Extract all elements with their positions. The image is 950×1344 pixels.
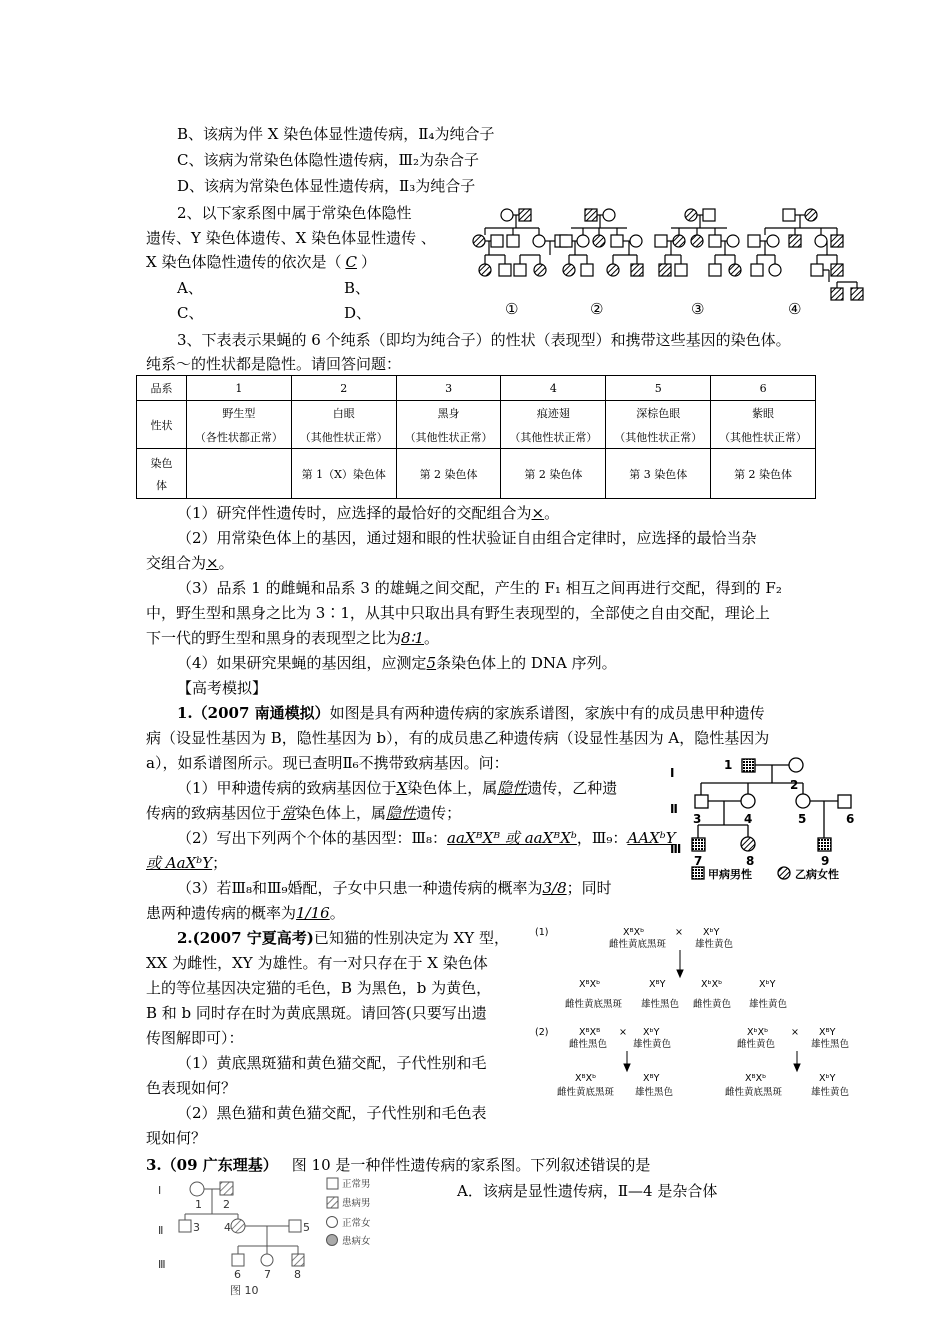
svg-text:6: 6 [846, 812, 855, 826]
section-title: 【高考模拟】 [177, 679, 268, 697]
svg-text:2: 2 [790, 778, 799, 792]
svg-text:×: × [619, 1027, 627, 1038]
svg-text:8: 8 [746, 854, 755, 868]
svg-text:XᴮXᴮ: XᴮXᴮ [579, 1027, 601, 1038]
svg-text:Ⅰ: Ⅰ [670, 766, 675, 780]
ped-label-2: ② [590, 300, 604, 318]
q2-answer: C [345, 253, 357, 271]
table-cell: 痕迹翅 （其他性状正常） [501, 401, 606, 449]
m2-line3: 上的等位基因决定猫的毛色，B 为黑色，b 为黄色， [146, 979, 492, 997]
svg-text:雌性黄底黑斑: 雌性黄底黑斑 [725, 1087, 783, 1098]
svg-text:4: 4 [744, 812, 753, 826]
svg-text:2: 2 [223, 1198, 230, 1211]
m2-genetic-diagram [535, 925, 865, 1105]
table-cell: 2 [291, 376, 396, 401]
table-cell: 第 2 染色体 [501, 449, 606, 499]
m1-a2: （2）写出下列两个个体的基因型：Ⅲ₈：aaXᴮXᴮ 或 aaXᴮXᵇ，Ⅲ₉：AAXᵇY [177, 829, 676, 847]
svg-text:(1): (1) [535, 927, 549, 938]
svg-text:XᵇY: XᵇY [703, 927, 720, 938]
svg-text:7: 7 [264, 1268, 271, 1281]
table-cell: 紫眼 （其他性状正常） [711, 401, 816, 449]
table-cell [187, 449, 292, 499]
m1-line1: 1.（2007 南通模拟）如图是具有两种遗传病的家族系谱图，家族中有的成员患甲种遗传 [177, 704, 765, 722]
svg-text:3: 3 [693, 812, 702, 826]
svg-text:雌性黄色: 雌性黄色 [693, 999, 732, 1010]
svg-text:雌性黄底黑斑: 雌性黄底黑斑 [557, 1087, 615, 1098]
q3-p3-line3: 下一代的野生型和黑身的表现型之比为8∶1。 [146, 629, 440, 647]
svg-text:雌性黄底黑斑: 雌性黄底黑斑 [609, 939, 667, 950]
svg-text:×: × [675, 927, 683, 938]
svg-text:XᵇXᵇ: XᵇXᵇ [701, 979, 723, 990]
m3-opt-a: A．该病是显性遗传病，Ⅱ—4 是杂合体 [457, 1182, 718, 1200]
svg-text:雄性黄色: 雄性黄色 [811, 1087, 850, 1098]
q2-line1: 2、以下家系图中属于常染色体隐性 [177, 204, 412, 222]
q3-p4: （4）如果研究果蝇的基因组，应测定5条染色体上的 DNA 序列。 [177, 654, 617, 672]
table-cell: 第 3 染色体 [606, 449, 711, 499]
svg-text:XᵇXᵇ: XᵇXᵇ [747, 1027, 769, 1038]
ped1-female [501, 209, 513, 221]
q2-opt-c: C、 [177, 304, 204, 322]
svg-text:Ⅱ: Ⅱ [158, 1224, 164, 1237]
m2-q2b: 现如何？ [146, 1129, 207, 1147]
table-row [137, 376, 816, 401]
svg-text:5: 5 [798, 812, 807, 826]
strain-table [136, 375, 816, 499]
m1-a3b: 患两种遗传病的概率为1/16。 [146, 904, 345, 922]
q2-opt-d: D、 [344, 304, 372, 322]
q3-p3-line1: （3）品系 1 的雌蝇和品系 3 的雄蝇之间交配，产生的 F₁ 相互之间再进行交配，得到的 F₂ [177, 579, 782, 597]
q3-p3-line2: 中，野生型和黑身之比为 3∶1，从其中只取出具有野生表现型的，全部使之自由交配，理论上 [146, 604, 770, 622]
svg-text:雄性黄色: 雄性黄色 [749, 999, 788, 1010]
m1-pedigree [668, 755, 868, 885]
m2-q1a: （1）黄底黑斑猫和黄色猫交配，子代性别和毛 [177, 1054, 487, 1072]
svg-text:Ⅲ: Ⅲ [670, 842, 682, 856]
m1-a2b: 或 AaXᵇY； [146, 854, 228, 872]
header-strain: 品系 [137, 376, 187, 401]
svg-text:雌性黄底黑斑: 雌性黄底黑斑 [565, 999, 623, 1010]
svg-text:雄性黄色: 雄性黄色 [695, 939, 734, 950]
svg-text:3: 3 [193, 1221, 200, 1234]
m1-a1: （1）甲种遗传病的致病基因位于X染色体上，属隐性遗传，乙种遗 [177, 779, 618, 797]
q3-intro2: 纯系～的性状都是隐性。请回答问题： [146, 355, 402, 373]
table-cell: 白眼 （其他性状正常） [291, 401, 396, 449]
ped-label-3: ③ [691, 300, 705, 318]
svg-text:9: 9 [821, 854, 830, 868]
svg-text:8: 8 [294, 1268, 301, 1281]
svg-text:XᴮXᵇ: XᴮXᵇ [745, 1073, 767, 1084]
svg-text:XᴮXᵇ: XᴮXᵇ [623, 927, 645, 938]
table-cell: 第 2 染色体 [396, 449, 501, 499]
svg-text:正常男: 正常男 [342, 1179, 371, 1190]
svg-text:(2): (2) [535, 1027, 549, 1038]
m2-line1: 2.(2007 宁夏高考)已知猫的性别决定为 XY 型， [177, 929, 509, 947]
svg-text:4: 4 [224, 1221, 231, 1234]
legend-b: 乙病女性 [795, 868, 839, 881]
svg-text:XᵇY: XᵇY [759, 979, 776, 990]
q3-p2-line2: 交组合为×。 [146, 554, 234, 572]
option-c: C、该病为常染色体隐性遗传病，Ⅲ₂为杂合子 [177, 151, 479, 169]
table-row [137, 449, 816, 499]
ped-label-1: ① [505, 300, 519, 318]
m3-line: 3.（09 广东理基） 图 10 是一种伴性遗传病的家系图。下列叙述错误的是 [146, 1156, 651, 1174]
m1-ind-1 [742, 759, 755, 772]
table-cell: 第 2 染色体 [711, 449, 816, 499]
m2-line5: 传图解即可）： [146, 1029, 244, 1047]
svg-text:雄性黑色: 雄性黑色 [641, 999, 680, 1010]
header-chromosome: 染色 体 [137, 449, 187, 499]
svg-text:XᴮY: XᴮY [819, 1027, 836, 1038]
m2-line4: B 和 b 同时存在时为黄底黑斑。请回答(只要写出遗 [146, 1004, 487, 1022]
svg-text:7: 7 [694, 854, 703, 868]
m2-q2a: （2）黑色猫和黄色猫交配，子代性别和毛色表 [177, 1104, 487, 1122]
legend-a: 甲病男性 [708, 868, 752, 881]
svg-text:雌性黑色: 雌性黑色 [569, 1039, 608, 1050]
ped-label-4: ④ [788, 300, 802, 318]
q2-opt-a: A、 [177, 279, 203, 297]
table-cell: 6 [711, 376, 816, 401]
m1-a3: （3）若Ⅲ₈和Ⅲ₉婚配，子女中只患一种遗传病的概率为3/8；同时 [177, 879, 612, 897]
header-trait: 性状 [137, 401, 187, 449]
q2-opt-b: B、 [344, 279, 371, 297]
table-cell: 3 [396, 376, 501, 401]
svg-text:患病女: 患病女 [342, 1236, 371, 1247]
table-cell: 第 1（X）染色体 [291, 449, 396, 499]
svg-text:6: 6 [234, 1268, 241, 1281]
svg-text:Ⅱ: Ⅱ [670, 802, 678, 816]
table-cell: 深棕色眼 （其他性状正常） [606, 401, 711, 449]
m2-line2: XX 为雌性，XY 为雄性。有一对只存在于 X 染色体 [146, 954, 488, 972]
m1-line3: a），如系谱图所示。现已查明Ⅱ₆不携带致病基因。问： [146, 754, 509, 772]
svg-text:XᵇY: XᵇY [819, 1073, 836, 1084]
svg-text:XᴮY: XᴮY [649, 979, 666, 990]
svg-text:雌性黄色: 雌性黄色 [737, 1039, 776, 1050]
m1-line2: 病（设显性基因为 B，隐性基因为 b），有的成员患乙种遗传病（设显性基因为 A，隐性基因为 [146, 729, 770, 747]
svg-text:XᴮXᵇ: XᴮXᵇ [579, 979, 601, 990]
figure-caption: 图 10 [230, 1284, 259, 1297]
svg-text:×: × [791, 1027, 799, 1038]
table-row [137, 401, 816, 449]
table-cell: 1 [187, 376, 292, 401]
svg-text:正常女: 正常女 [342, 1218, 371, 1229]
svg-text:XᴮY: XᴮY [643, 1073, 660, 1084]
option-d: D、该病为常染色体显性遗传病，Ⅱ₃为纯合子 [177, 177, 476, 195]
svg-text:1: 1 [195, 1198, 202, 1211]
ped1-male [519, 209, 531, 221]
table-cell: 黑身 （其他性状正常） [396, 401, 501, 449]
svg-text:雄性黑色: 雄性黑色 [811, 1039, 850, 1050]
svg-text:Ⅰ: Ⅰ [158, 1184, 162, 1197]
m1-a1b: 传病的致病基因位于常染色体上，属隐性遗传； [146, 804, 462, 822]
table-cell: 4 [501, 376, 606, 401]
svg-text:雄性黄色: 雄性黄色 [633, 1039, 672, 1050]
svg-text:患病男: 患病男 [342, 1198, 371, 1209]
m2-q1b: 色表现如何？ [146, 1079, 237, 1097]
svg-text:XᵇY: XᵇY [643, 1027, 660, 1038]
table-cell: 5 [606, 376, 711, 401]
option-b: B、该病为伴 X 染色体显性遗传病，Ⅱ₄为纯合子 [177, 125, 495, 143]
table-cell: 野生型 （各性状都正常） [187, 401, 292, 449]
q2-line3: X 染色体隐性遗传的依次是（ C ） [146, 253, 376, 271]
svg-text:雄性黑色: 雄性黑色 [635, 1087, 674, 1098]
q3-intro1: 3、下表表示果蝇的 6 个纯系（即均为纯合子）的性状（表现型）和携带这些基因的染色体。 [177, 331, 791, 349]
q3-p2-line1: （2）用常染色体上的基因，通过翅和眼的性状验证自由组合定律时，应选择的最恰当杂 [177, 529, 757, 547]
q3-p1: （1）研究伴性遗传时，应选择的最恰好的交配组合为×。 [177, 504, 560, 522]
svg-text:1: 1 [724, 758, 733, 772]
q2-line2: 遗传、Y 染色体遗传、X 染色体显性遗传 、 [146, 229, 436, 247]
svg-text:5: 5 [303, 1221, 310, 1234]
q2-pedigrees [465, 200, 885, 325]
svg-text:XᴮXᵇ: XᴮXᵇ [575, 1073, 597, 1084]
svg-text:Ⅲ: Ⅲ [158, 1258, 166, 1271]
m3-pedigree [150, 1176, 400, 1301]
